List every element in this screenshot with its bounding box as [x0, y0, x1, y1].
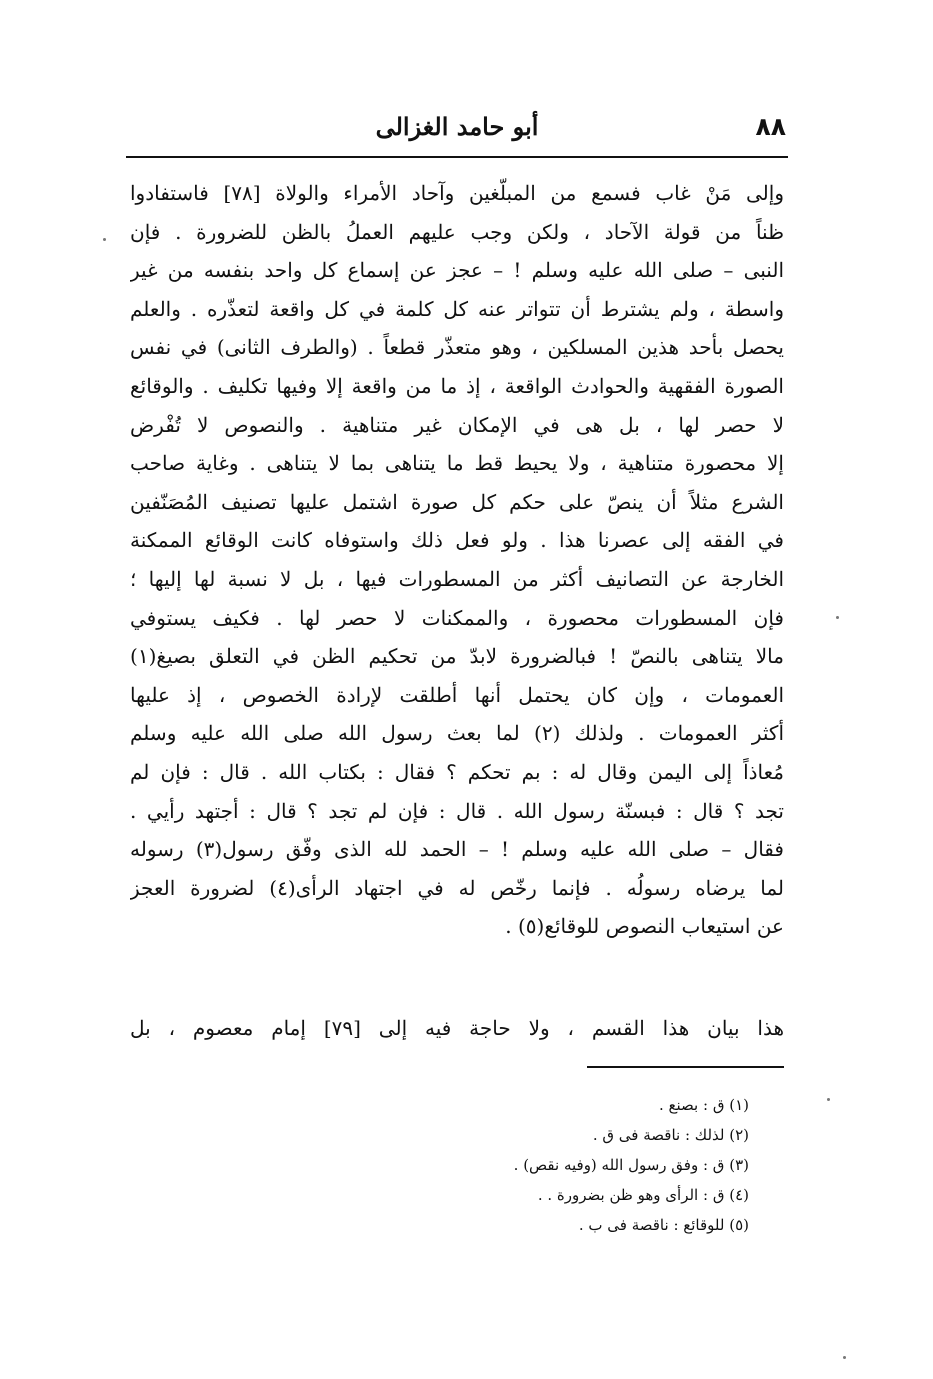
- text-line: تجد ؟ قال : فبسنّة رسول الله . قال : فإن لم تجد ؟ قال : أجتهد رأيي .: [130, 798, 784, 823]
- page-number: ٨٨: [755, 112, 786, 141]
- footnotes: [514, 1090, 749, 1240]
- text-line: يحصل بأحد هذين المسلكين ، وهو متعذّر قطعاً . (والطرف الثانى) في نفس: [130, 335, 784, 360]
- text-line: مالا يتناهى بالنصّ ! فبالضرورة لابدّ من تحكيم الظن في التعلق بصيغ(١): [130, 644, 784, 669]
- text-line: لا حصر لها ، بل هى في الإمكان غير متناهية . والنصوص لا تُفْرض: [130, 412, 784, 437]
- footnote: (٤) ق : الرأى وهو ظن بضرورة . .: [537, 1186, 749, 1204]
- footnote: (٣) ق : وفق رسول الله (وفيه نقص) .: [513, 1156, 749, 1174]
- scan-speck: [103, 238, 106, 241]
- text-line: مُعاذاً إلى اليمن وقال له : بم تحكم ؟ فقال : بكتاب الله . قال : فإن لم: [130, 759, 784, 784]
- footnote: (٥) للوقائع : ناقصة فى ب .: [578, 1216, 749, 1234]
- scan-speck: [843, 1356, 846, 1359]
- text-line: الشرع مثلاً أن ينصّ على حكم كل صورة اشتمل عليها تصنيف المُصَنّفين: [130, 489, 784, 514]
- text-line: النبى – صلى الله عليه وسلم ! – عجز عن إسماع كل واحد بنفسه من غير: [130, 258, 784, 283]
- text-line: في الفقه إلى عصرنا هذا . ولو فعل ذلك واستوفاه كانت الوقائع الممكنة: [130, 528, 784, 553]
- page-header: [128, 112, 786, 152]
- text-line: إلا محصورة متناهية ، ولا يحيط قط ما يتناهى بما لا يتناهى . وغاية صاحب: [130, 451, 784, 476]
- text-line: واسطة ، ولم يشترط أن تتواتر عنه كل كلمة في كل واقعة لتعذّره . والعلم: [130, 296, 784, 321]
- text-line: فقال – صلى الله عليه وسلم ! – الحمد لله الذى وفّق رسول(٣) رسوله: [130, 837, 784, 862]
- scan-speck: [836, 616, 839, 619]
- running-title: أبو حامد الغزالى: [375, 112, 539, 141]
- text-line: ظناً من قولة الآحاد ، ولكن وجب عليهم العملُ بالظن للضرورة . فإن: [130, 219, 784, 244]
- text-line: عن استيعاب النصوص للوقائع(٥) .: [505, 914, 784, 939]
- text-line: أكثر العمومات . ولذلك (٢) لما بعث رسول الله صلى الله عليه وسلم: [130, 721, 784, 746]
- text-line: وإلى مَنْ غاب فسمع من المبلّغين وآحاد الأمراء والولاة [٧٨] فاستفادوا: [130, 181, 784, 205]
- text-line: لما يرضاه رسولُه . فإنما رخّص له في اجتهاد الرأى(٤) لضرورة العجز: [130, 875, 784, 900]
- scan-speck: [827, 1098, 830, 1101]
- footnote: (٢) لذلك : ناقصة فى ق .: [592, 1126, 749, 1144]
- second-paragraph-line: هذا بيان هذا القسم ، ولا حاجة فيه إلى [٧٩] إمام معصوم ، بل: [130, 1016, 784, 1040]
- header-rule: [126, 156, 788, 158]
- footnote-rule: [587, 1066, 784, 1068]
- text-line: الصورة الفقهية والحوادث الواقعة ، إذ ما من واقعة إلا وفيها تكليف . والوقائع: [130, 373, 784, 398]
- main-paragraph: [130, 174, 784, 946]
- text-line: فإن المسطورات محصورة ، والممكنات لا حصر لها . فكيف يستوفي: [130, 605, 784, 630]
- text-line: الخارجة عن التصانيف أكثر من المسطورات فيها ، بل لا نسبة لها إليها ؛: [130, 566, 784, 591]
- footnote: (١) ق : بصنع .: [659, 1096, 749, 1114]
- text-line: العمومات ، وإن كان يحتمل أنها أطلقت لإرادة الخصوص ، إذ عليها: [130, 682, 784, 707]
